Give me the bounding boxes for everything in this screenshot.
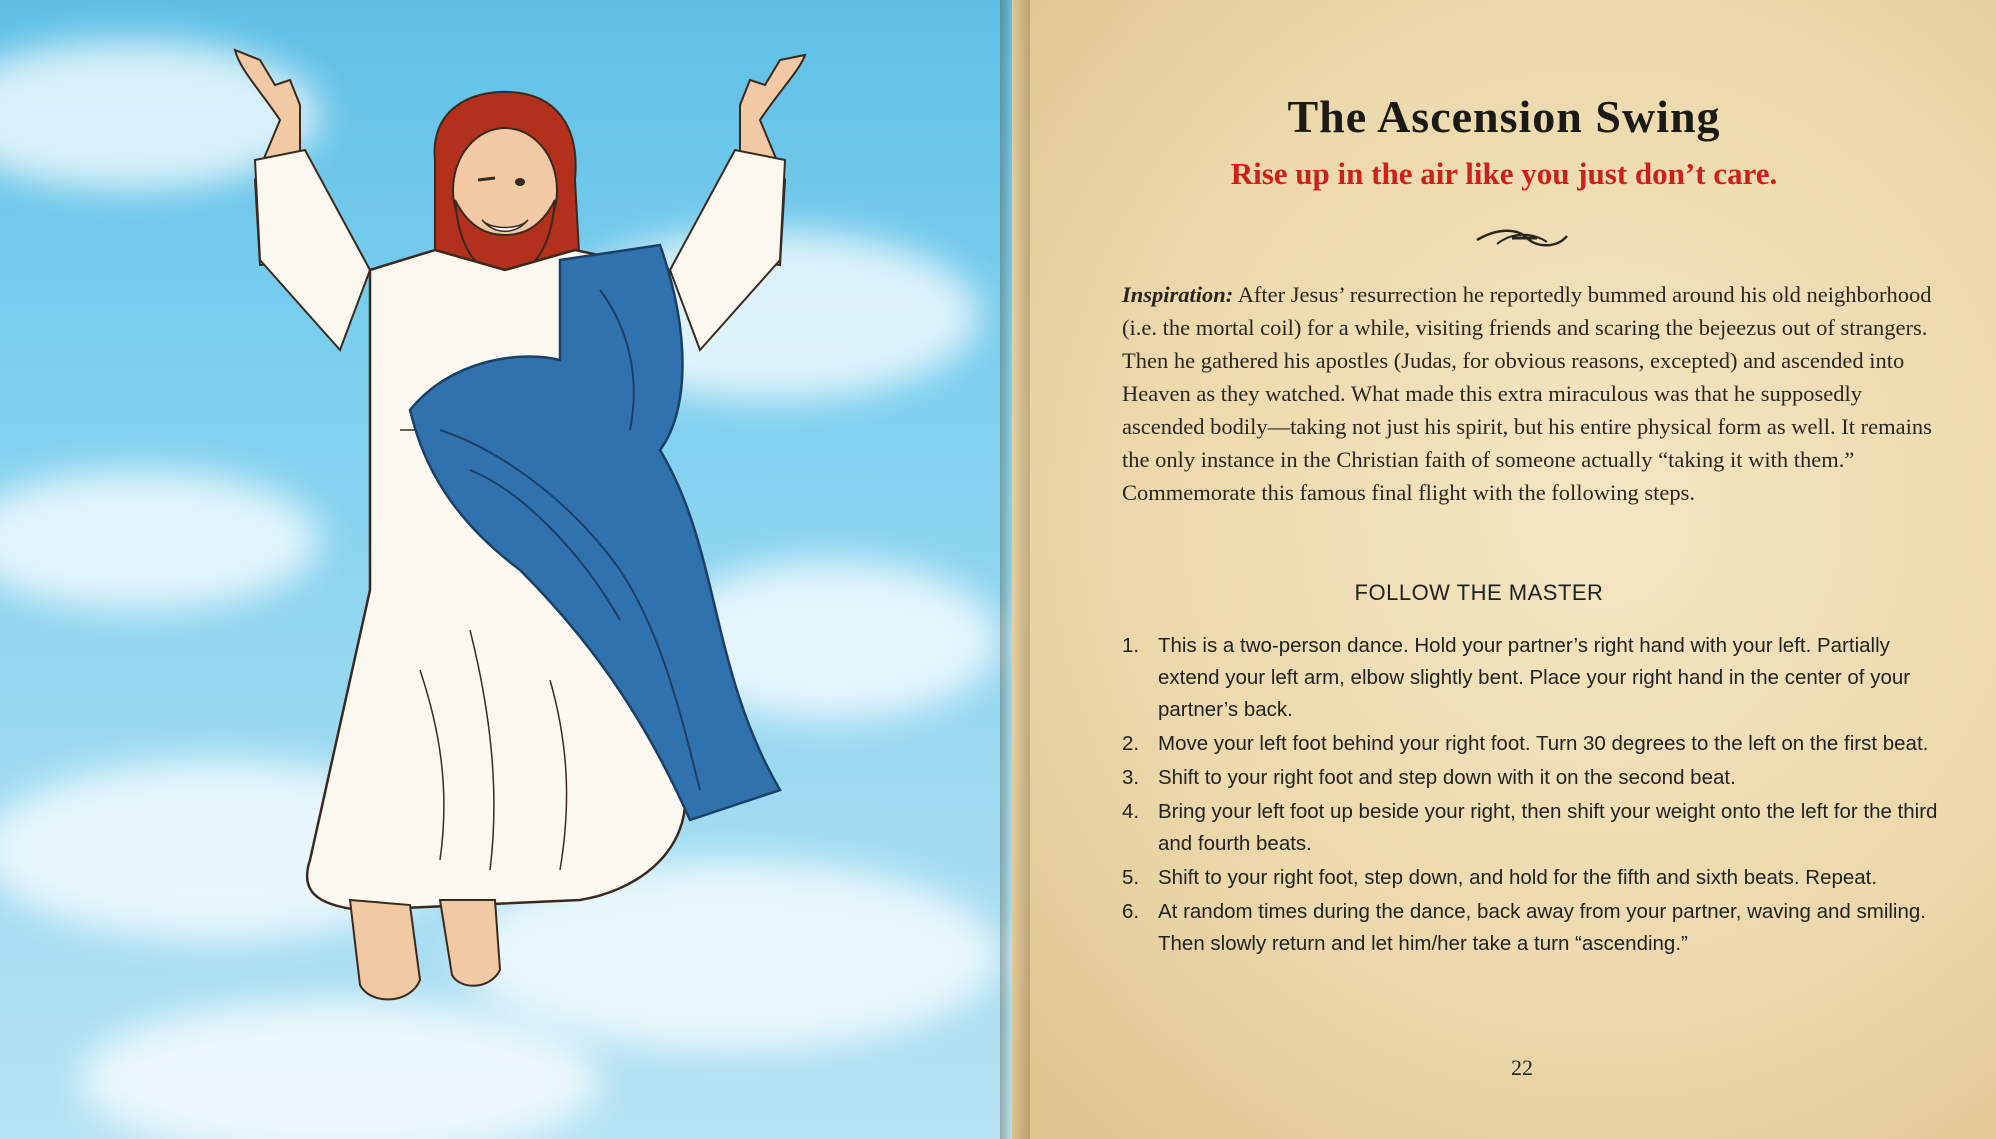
list-item [1122,896,1942,960]
step-number: 5. [1122,866,1140,889]
page-title: The Ascension Swing [1287,91,1721,142]
cloud [80,1000,600,1139]
step-number: 4. [1122,800,1140,823]
list-item [1122,630,1942,726]
step-text: At random times during the dance, back away from your partner, waving and smiling. Then slowly return and let him/her take a turn “ascending.” [1158,900,1926,955]
list-item [1122,862,1942,894]
step-text: Shift to your right foot and step down with it on the second beat. [1158,766,1736,789]
step-number: 6. [1122,900,1140,923]
step-number: 1. [1122,634,1140,657]
ascending-figure-illustration [220,30,820,1010]
inspiration-text: After Jesus’ resurrection he reportedly bummed around his old neighborhood (i.e. the mortal coil) for a while, visiting friends and scaring the bejeezus out of strangers. Then he gathered his apostles (Judas, for obvious reasons, excepted) and ascended into Heaven as they watched. What made this extra miraculous was that he supposedly ascended bodily—taking not just his spirit, but his entire physical form as well. It remains the only instance in the Christian faith of someone actually “taking it with them.” Commemorate this famous final flight with the following steps. [1122,282,1932,505]
step-text: Shift to your right foot, step down, and hold for the fifth and sixth beats. Repeat. [1158,866,1878,889]
page-subtitle: Rise up in the air like you just don’t care. [1230,156,1778,191]
step-number: 2. [1122,732,1140,755]
step-list [1122,630,1942,962]
list-item [1122,796,1942,860]
step-text: Bring your left foot up beside your right, then shift your weight onto the left for the third and fourth beats. [1158,800,1938,855]
section-heading: FOLLOW THE MASTER [1354,580,1604,605]
inspiration-label: Inspiration: [1122,282,1234,307]
text-page [1012,0,1996,1139]
page-number: 22 [1511,1055,1533,1080]
step-text: This is a two-person dance. Hold your partner’s right hand with your left. Partially extend your left arm, elbow slightly bent. Place your right hand in the center of your partner’s back. [1158,634,1911,721]
book-gutter [1000,0,1030,1139]
step-number: 3. [1122,766,1140,789]
inspiration-paragraph [1122,278,1932,509]
list-item [1122,762,1942,794]
list-item [1122,728,1942,760]
ornament-flourish-icon [1472,218,1572,258]
step-text: Move your left foot behind your right foot. Turn 30 degrees to the left on the first beat. [1158,732,1929,755]
